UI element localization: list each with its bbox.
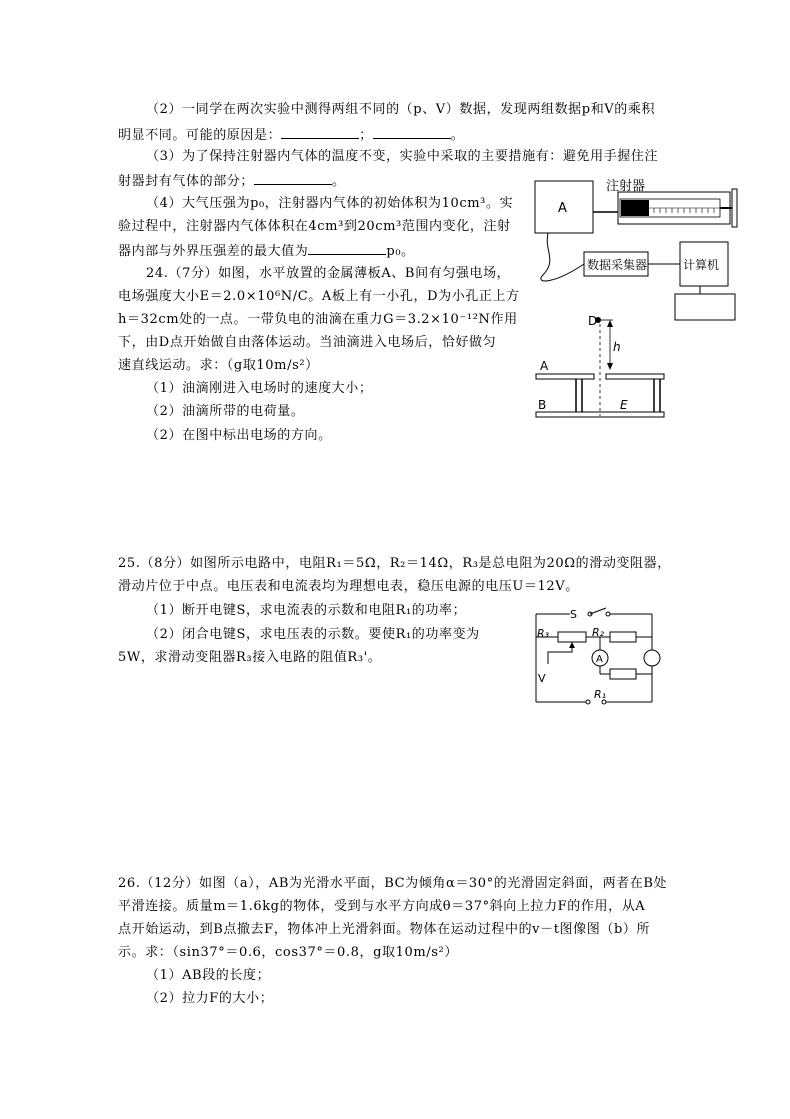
lower-resistor [610,669,636,679]
q23-part3-line2 [118,172,346,190]
q24-sub3: （2）在图中标出电场的方向。 [146,428,332,443]
q26-sub1: （1）AB段的长度； [146,968,271,983]
q23-part4-line2: 验过程中，注射器内气体体积在4cm³到20cm³范围内变化，注射 [118,219,511,234]
voltmeter-label: V [538,672,546,685]
sensor-cable [541,233,584,281]
q23-part3-line1: （3）为了保持注射器内气体的温度不变，实验中采取的主要措施有：避免用手握住注 [146,149,659,164]
r2-label: R₂ [592,626,605,639]
q26-line1: 26.（12分）如图（a），AB为光滑水平面，BC为倾角α＝30°的光滑固定斜面，两者在B处 [118,876,668,891]
switch-terminal-2 [606,612,610,616]
q24-sub1: （1）油滴刚进入电场时的速度大小； [146,381,373,396]
q25-sub2-cont: 5W，求滑动变阻器R₃接入电路的阻值R₃'。 [118,650,382,665]
q23-part4-line3 [118,242,415,260]
q23-part4-line1: （4）大气压强为p₀，注射器内气体的初始体积为10cm³。实 [146,196,514,211]
plate-a-label: A [540,359,549,373]
q25-sub2: （2）闭合电键S，求电压表的示数。要使R₁的功率变为 [146,627,480,642]
r2-resistor [610,632,636,642]
answer-blank[interactable] [373,126,451,139]
gas-column [621,200,649,216]
q23-part4-text: 器内部与外界压强差的最大值为 [118,244,309,259]
voltmeter [644,650,660,666]
h-arrow-up-icon [607,320,613,327]
q23-part3-text: 射器封有气体的部分； [118,174,255,189]
q23-part4-end: p₀。 [386,244,415,259]
q26-line4: 示。求：（sin37°＝0.6，cos37°＝0.8，g取10m/s²） [118,945,458,960]
plate-a-left [536,374,594,379]
r3-rheostat [558,632,586,642]
switch-blade [590,608,606,614]
ammeter-label: A [596,654,603,665]
q24-line2: 电场强度大小E＝2.0×10⁶N/C。A板上有一小孔，D为小孔正上方 [118,289,520,304]
slider-arrow-icon [569,642,575,648]
q26-sub2: （2）拉力F的大小； [146,991,274,1006]
q24-line3: h＝32cm处的一点。一带负电的油滴在重力G＝3.2×10⁻¹²N作用 [118,312,518,327]
q23-part3-end: 。 [332,174,346,189]
parallel-plates-figure [532,308,672,420]
computer-label: 计算机 [683,258,720,272]
q26-line3: 点开始运动，到B点撤去F，物体冲上光滑斜面。物体在运动过程中的v－t图像图（b）所 [118,922,651,937]
q25-line2: 滑动片位于中点。电压表和电流表均为理想电表，稳压电源的电压U＝12V。 [118,579,579,594]
data-collector-label: 数据采集器 [587,258,648,272]
pressure-sensor-label: A [558,201,567,216]
q23-part2-line2 [118,126,464,144]
plunger-handle [732,189,737,227]
plate-b-label: B [538,398,547,412]
q23-part2-end: 。 [450,128,465,143]
answer-blank[interactable] [308,242,386,255]
h-arrow-down-icon [607,363,613,370]
plate-a-right [606,374,664,379]
q24-sub2: （2）油滴所带的电荷量。 [146,404,305,419]
answer-blank[interactable] [254,172,332,185]
circuit-figure [530,604,664,710]
q23-part2-sep: ； [359,128,373,143]
q25-sub1: （1）断开电键S，求电流表的示数和电阻R₁的功率； [146,603,467,618]
r1-label: R₁ [594,688,607,701]
terminal-left [586,700,590,704]
field-e-label: E [620,398,628,412]
q24-line1: 24.（7分）如图，水平放置的金属薄板A、B间有匀强电场， [146,266,511,281]
q24-line5: 速直线运动。求：（g取10m/s²） [118,358,319,373]
syringe-apparatus-figure [530,172,742,324]
h-label: h [613,340,621,354]
slider-wire [548,642,572,664]
q23-part2-line1: （2）一同学在两次实验中测得两组不同的（p、V）数据，发现两组数据p和V的乘积 [146,102,656,117]
point-d-label: D [588,314,598,328]
q25-line1: 25.（8分）如图所示电路中，电阻R₁＝5Ω，R₂＝14Ω，R₃是总电阻为20Ω的滑动变阻器， [118,556,671,571]
computer-base [675,294,735,320]
syringe-scale-ticks [654,208,714,213]
switch-label: S [570,608,577,621]
answer-blank[interactable] [281,126,359,139]
q23-part2-text: 明显不同。可能的原因是： [118,128,282,143]
r3-label: R₃ [537,627,550,640]
syringe-label: 注射器 [606,179,646,194]
q26-line2: 平滑连接。质量m＝1.6kg的物体，受到与水平方向成θ＝37°斜向上拉力F的作用，从A [118,899,646,914]
q24-line4: 下，由D点开始做自由落体运动。当油滴进入电场后，恰好做匀 [118,335,497,350]
